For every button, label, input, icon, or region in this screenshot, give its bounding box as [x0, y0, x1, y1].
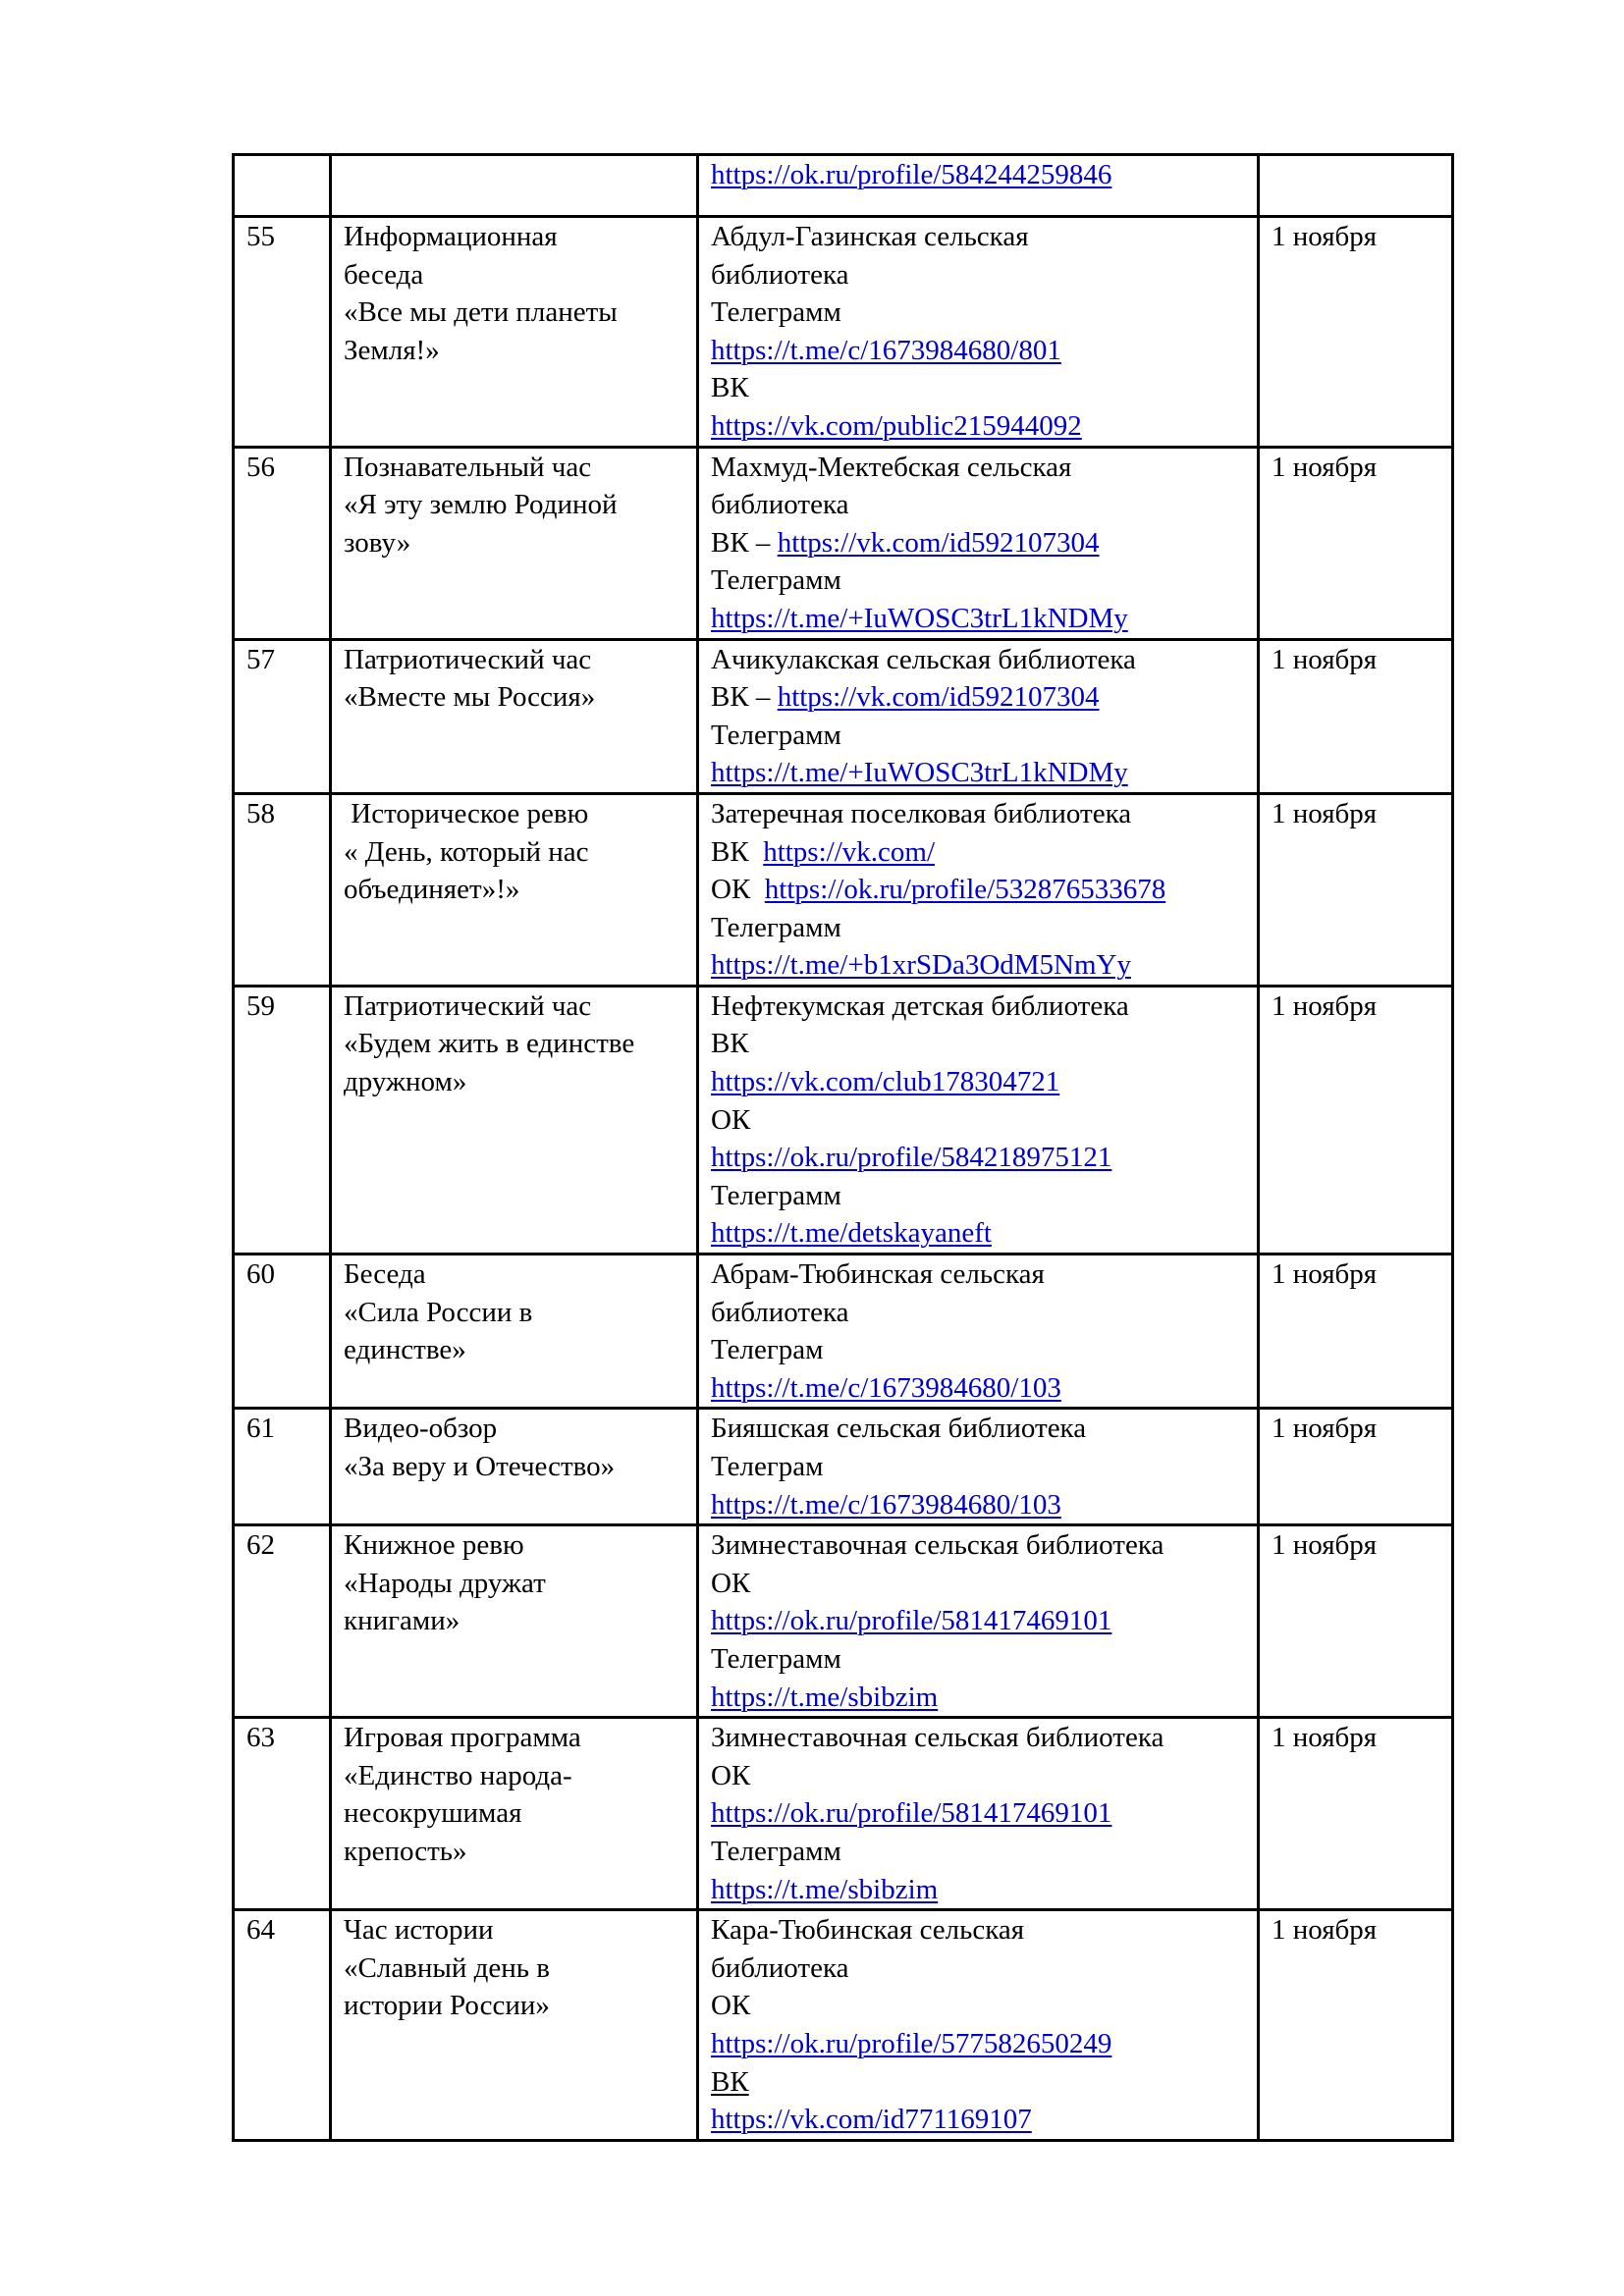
venue-text: библиотека: [711, 1951, 849, 1984]
event-title-cell: [331, 447, 698, 639]
event-title-line: «Все мы дети планеты: [344, 296, 618, 329]
venue-text: Зимнеставочная сельская библиотека: [711, 1529, 1164, 1562]
event-title-cell: [331, 155, 698, 217]
venue-link-line: [711, 332, 1247, 370]
event-date: 1 ноября: [1272, 1258, 1378, 1291]
event-title-line: Познавательный час: [344, 451, 592, 483]
event-title-line: несокрушимая: [344, 1797, 522, 1830]
social-link[interactable]: https://vk.com/club178304721: [711, 1066, 1060, 1098]
venue-text: ВК: [711, 1028, 749, 1060]
event-date: 1 ноября: [1272, 643, 1378, 675]
event-title-line: « День, который нас: [344, 835, 589, 868]
venue-link-line: [711, 407, 1247, 446]
venue-text: библиотека: [711, 1296, 849, 1328]
date-cell: [1259, 1910, 1453, 2141]
event-title-line: Видео-обзор: [344, 1413, 498, 1445]
social-link[interactable]: https://t.me/sbibzim: [711, 1873, 939, 1905]
venue-text: Бияшская сельская библиотека: [711, 1413, 1087, 1445]
row-number: 59: [246, 989, 275, 1022]
event-title-line: «Народы дружат: [344, 1567, 546, 1599]
venue-text: библиотека: [711, 258, 849, 291]
event-title-line: «Будем жить в единстве: [344, 1028, 635, 1060]
row-number-cell: [234, 1525, 331, 1718]
venue-link-line: [711, 524, 1247, 562]
row-number-cell: [234, 1255, 331, 1409]
table-row: [234, 1525, 1453, 1718]
event-title-line: Земля!»: [344, 334, 440, 366]
date-cell: [1259, 217, 1453, 448]
row-number-cell: [234, 155, 331, 217]
venue-text: Затеречная поселковая библиотека: [711, 797, 1132, 829]
venue-label: [711, 2063, 1247, 2102]
venue-cell: [698, 155, 1259, 217]
social-label: ОК: [711, 874, 765, 906]
row-number-cell: [234, 1409, 331, 1525]
event-title-line: Патриотический час: [344, 643, 592, 675]
event-title-line: беседа: [344, 258, 424, 291]
social-link[interactable]: https://vk.com/id592107304: [777, 681, 1100, 714]
row-number: 62: [246, 1529, 275, 1562]
event-title-cell: [331, 217, 698, 448]
row-number-cell: [234, 1910, 331, 2141]
venue-cell: [698, 1718, 1259, 1910]
date-cell: [1259, 447, 1453, 639]
event-title-line: Беседа: [344, 1258, 426, 1291]
row-number: 55: [246, 221, 275, 252]
event-date: 1 ноября: [1272, 797, 1378, 829]
events-table-body: [234, 155, 1453, 2141]
venue-text: Ачикулакская сельская библиотека: [711, 643, 1136, 675]
venue-cell: [698, 986, 1259, 1254]
row-number-cell: [234, 217, 331, 448]
date-cell: [1259, 1255, 1453, 1409]
venue-text: ВК: [711, 372, 749, 404]
venue-cell: [698, 217, 1259, 448]
events-table: [232, 153, 1454, 2142]
event-title-line: Час истории: [344, 1914, 494, 1947]
venue-link-line: [711, 1602, 1247, 1640]
table-row: [234, 1255, 1453, 1409]
social-label: ВК: [711, 2065, 749, 2098]
event-date: 1 ноября: [1272, 451, 1378, 483]
venue-text: ОК: [711, 1990, 751, 2022]
event-date: 1 ноября: [1272, 1413, 1378, 1445]
venue-text: ОК: [711, 1759, 751, 1791]
date-cell: [1259, 1409, 1453, 1525]
social-label: ВК –: [711, 681, 778, 714]
social-link[interactable]: https://vk.com/id592107304: [777, 526, 1100, 559]
venue-text: Зимнеставочная сельская библиотека: [711, 1722, 1164, 1754]
venue-text: Абрам-Тюбинская сельская: [711, 1258, 1045, 1291]
social-link[interactable]: https://t.me/sbibzim: [711, 1681, 939, 1713]
venue-text: библиотека: [711, 489, 849, 521]
event-title-line: Информационная: [344, 221, 558, 252]
event-title-cell: [331, 1910, 698, 2141]
event-title-line: крепость»: [344, 1835, 467, 1867]
social-link[interactable]: https://t.me/detskayaneft: [711, 1217, 992, 1250]
event-title-line: объединяет»!»: [344, 874, 520, 906]
venue-link-line: [711, 871, 1247, 909]
event-title-line: зову»: [344, 526, 411, 559]
event-title-line: «За веру и Отечество»: [344, 1451, 616, 1482]
venue-link-line: [711, 1063, 1247, 1101]
social-link[interactable]: https://t.me/c/1673984680/103: [711, 1371, 1061, 1404]
event-title-line: Историческое ревю: [344, 797, 589, 829]
social-link[interactable]: https://ok.ru/profile/584244259846: [711, 159, 1112, 190]
venue-link-line: [711, 678, 1247, 717]
table-row: [234, 217, 1453, 448]
venue-link-line: [711, 946, 1247, 985]
table-row: [234, 1910, 1453, 2141]
event-title-line: «Славный день в: [344, 1951, 550, 1984]
event-title-line: истории России»: [344, 1990, 550, 2022]
date-cell: [1259, 1718, 1453, 1910]
venue-link-line: [711, 2101, 1247, 2139]
venue-link-line: [711, 1139, 1247, 1177]
venue-text: Телеграмм: [711, 1179, 841, 1211]
venue-link-line: [711, 1794, 1247, 1833]
row-number-cell: [234, 986, 331, 1254]
venue-text: Абдул-Газинская сельская: [711, 221, 1029, 252]
row-number: 63: [246, 1722, 275, 1754]
row-number-cell: [234, 1718, 331, 1910]
date-cell: [1259, 986, 1453, 1254]
venue-link-line: [711, 1486, 1247, 1524]
venue-link-line: [711, 833, 1247, 872]
event-title-line: «Я эту землю Родиной: [344, 489, 618, 521]
social-link[interactable]: https://t.me/+IuWOSC3trL1kNDMy: [711, 757, 1128, 789]
table-row: [234, 155, 1453, 217]
table-row: [234, 1409, 1453, 1525]
venue-cell: [698, 1255, 1259, 1409]
event-title-cell: [331, 1525, 698, 1718]
row-number: 60: [246, 1258, 275, 1291]
venue-link-line: [711, 754, 1247, 792]
venue-text: Телеграмм: [711, 1835, 841, 1867]
social-link[interactable]: https://ok.ru/profile/581417469101: [711, 1797, 1112, 1830]
social-link[interactable]: https://ok.ru/profile/581417469101: [711, 1605, 1112, 1637]
event-title-cell: [331, 986, 698, 1254]
venue-text: ОК: [711, 1103, 751, 1136]
venue-text: Кара-Тюбинская сельская: [711, 1914, 1025, 1947]
venue-cell: [698, 1409, 1259, 1525]
event-date: 1 ноября: [1272, 1529, 1378, 1562]
venue-cell: [698, 793, 1259, 986]
date-cell: [1259, 155, 1453, 217]
event-title-cell: [331, 1409, 698, 1525]
event-date: 1 ноября: [1272, 1914, 1378, 1947]
social-label: ВК –: [711, 526, 778, 559]
venue-text: Телеграмм: [711, 911, 841, 943]
event-title-line: Игровая программа: [344, 1722, 581, 1754]
event-title-cell: [331, 793, 698, 986]
venue-text: Нефтекумская детская библиотека: [711, 989, 1129, 1022]
social-link[interactable]: https://vk.com/public215944092: [711, 409, 1082, 442]
venue-text: Телеграмм: [711, 1642, 841, 1675]
event-title-line: «Вместе мы Россия»: [344, 681, 596, 714]
row-number: 61: [246, 1413, 275, 1445]
social-link[interactable]: https://ok.ru/profile/577582650249: [711, 2027, 1112, 2059]
venue-link-line: [711, 1871, 1247, 1909]
table-row: [234, 1718, 1453, 1910]
table-row: [234, 447, 1453, 639]
venue-text: Телеграмм: [711, 296, 841, 329]
event-title-line: «Сила России в: [344, 1296, 533, 1328]
social-link[interactable]: https://t.me/+b1xrSDa3OdM5NmYy: [711, 949, 1131, 982]
venue-link-line: [711, 1369, 1247, 1408]
row-number: 56: [246, 451, 275, 483]
row-number: 64: [246, 1914, 275, 1947]
event-date: 1 ноября: [1272, 1722, 1378, 1754]
date-cell: [1259, 639, 1453, 793]
venue-link-line: [711, 1679, 1247, 1717]
date-cell: [1259, 793, 1453, 986]
social-label: ВК: [711, 835, 764, 868]
venue-link-line: [711, 1214, 1247, 1253]
date-cell: [1259, 1525, 1453, 1718]
event-date: 1 ноября: [1272, 989, 1378, 1022]
event-title-cell: [331, 639, 698, 793]
event-title-cell: [331, 1718, 698, 1910]
event-title-line: Патриотический час: [344, 989, 592, 1022]
row-number: 57: [246, 643, 275, 675]
social-link[interactable]: https://ok.ru/profile/532876533678: [764, 874, 1166, 906]
event-title-line: книгами»: [344, 1605, 460, 1637]
social-link[interactable]: https://t.me/+IuWOSC3trL1kNDMy: [711, 602, 1128, 634]
event-title-line: Книжное ревю: [344, 1529, 524, 1562]
row-number-cell: [234, 639, 331, 793]
venue-cell: [698, 1910, 1259, 2141]
social-link[interactable]: https://t.me/c/1673984680/103: [711, 1488, 1061, 1521]
row-number-cell: [234, 447, 331, 639]
venue-text: Телеграм: [711, 1334, 824, 1366]
event-date: 1 ноября: [1272, 221, 1378, 252]
venue-text: Телеграмм: [711, 719, 841, 751]
venue-link-line: [711, 156, 1247, 194]
social-link[interactable]: https://vk.com/: [763, 835, 935, 868]
row-number: 58: [246, 797, 275, 829]
social-link[interactable]: https://t.me/c/1673984680/801: [711, 334, 1061, 366]
table-row: [234, 793, 1453, 986]
venue-text: ОК: [711, 1567, 751, 1599]
table-row: [234, 639, 1453, 793]
venue-text: Телеграм: [711, 1451, 824, 1482]
event-title-line: «Единство народа-: [344, 1759, 572, 1791]
social-link[interactable]: https://vk.com/id771169107: [711, 2104, 1032, 2136]
venue-cell: [698, 639, 1259, 793]
venue-link-line: [711, 2025, 1247, 2063]
row-number-cell: [234, 793, 331, 986]
venue-text: Телеграмм: [711, 564, 841, 597]
venue-cell: [698, 1525, 1259, 1718]
event-title-cell: [331, 1255, 698, 1409]
event-title-line: дружном»: [344, 1066, 467, 1098]
venue-text: Махмуд-Мектебская сельская: [711, 451, 1072, 483]
social-link[interactable]: https://ok.ru/profile/584218975121: [711, 1142, 1112, 1174]
venue-cell: [698, 447, 1259, 639]
venue-link-line: [711, 600, 1247, 638]
table-row: [234, 986, 1453, 1254]
event-title-line: единстве»: [344, 1334, 466, 1366]
